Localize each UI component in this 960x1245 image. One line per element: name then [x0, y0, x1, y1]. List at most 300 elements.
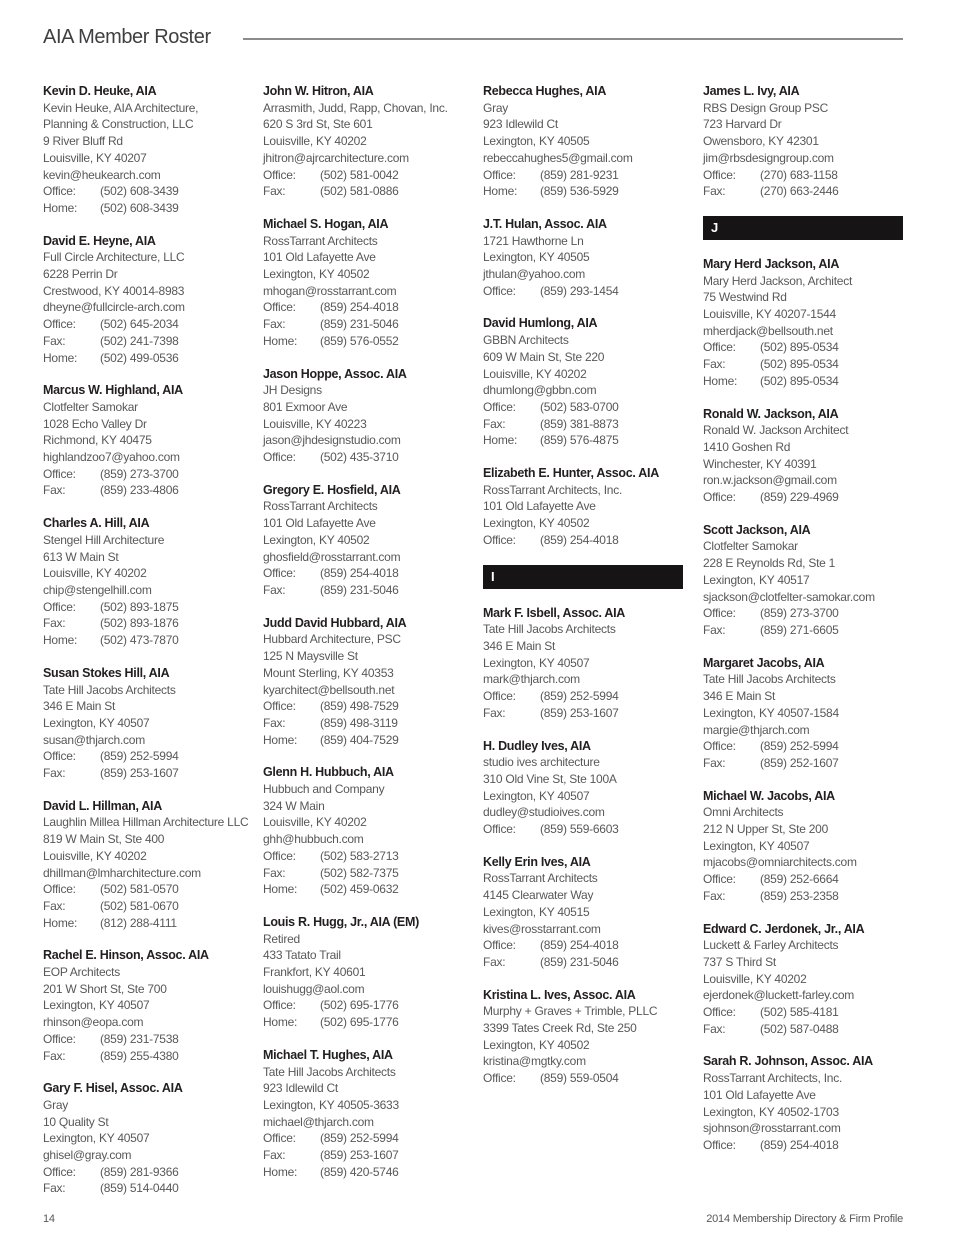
member-address-line: Louisville, KY 40202 — [43, 848, 147, 863]
member-address-line: 10 Quality St — [43, 1114, 109, 1129]
phone-row — [43, 482, 243, 499]
phone-row — [703, 871, 903, 888]
member-address-line: Lexington, KY 40507-1584 — [703, 705, 839, 720]
phone-row — [263, 698, 463, 715]
phone-label: Office: — [263, 450, 296, 465]
member-address-line: Louisville, KY 40202 — [263, 815, 367, 830]
phone-row — [263, 715, 463, 732]
phone-number: (859) 231-5046 — [540, 954, 619, 969]
member-name: Kelly Erin Ives, AIA — [483, 854, 591, 869]
member-name: John W. Hitron, AIA — [263, 84, 374, 98]
member-address-line: GBBN Architects — [483, 333, 569, 348]
phone-label: Fax: — [43, 766, 66, 781]
phone-number: (859) 254-4018 — [540, 938, 619, 953]
phone-row — [43, 183, 243, 200]
phone-label: Fax: — [43, 483, 66, 498]
phone-row — [703, 605, 903, 622]
member-address-line: EOP Architects — [43, 965, 120, 980]
phone-number: (502) 587-0488 — [760, 1021, 839, 1036]
phone-row — [43, 765, 243, 782]
member-address-line: Richmond, KY 40475 — [43, 433, 152, 448]
member-entry — [483, 83, 683, 200]
member-address-line: 101 Old Lafayette Ave — [263, 516, 376, 531]
phone-row — [703, 755, 903, 772]
member-email: ghisel@gray.com — [43, 1148, 132, 1163]
phone-row — [43, 632, 243, 649]
phone-label: Fax: — [263, 317, 286, 332]
phone-row — [263, 582, 463, 599]
member-address-line: Gray — [43, 1097, 69, 1112]
phone-label: Home: — [263, 1015, 298, 1030]
phone-row — [43, 599, 243, 616]
member-address-line: Louisville, KY 40202 — [43, 566, 147, 581]
member-email: mark@thjarch.com — [483, 672, 580, 687]
member-name: Ronald W. Jackson, AIA — [703, 406, 839, 421]
phone-number: (502) 499-0536 — [100, 350, 179, 365]
phone-label: Fax: — [703, 1021, 726, 1036]
member-address-line: Mount Sterling, KY 40353 — [263, 665, 394, 680]
phone-row — [43, 200, 243, 217]
phone-number: (859) 498-3119 — [320, 715, 398, 730]
member-address-line: 310 Old Vine St, Ste 100A — [483, 771, 617, 786]
phone-row — [483, 821, 683, 838]
phone-label: Fax: — [703, 622, 726, 637]
member-address-line: Louisville, KY 40202 — [263, 134, 367, 149]
member-address-line: Lexington, KY 40507 — [483, 655, 590, 670]
member-email: jason@jhdesignstudio.com — [263, 433, 401, 448]
member-email: dhumlong@gbbn.com — [483, 383, 597, 398]
phone-row — [483, 283, 683, 300]
phone-number: (859) 252-5994 — [100, 749, 179, 764]
phone-row — [263, 299, 463, 316]
member-email: susan@thjarch.com — [43, 732, 145, 747]
member-address-line: 1028 Echo Valley Dr — [43, 416, 147, 431]
phone-number: (859) 293-1454 — [540, 283, 619, 298]
phone-number: (502) 608-3439 — [100, 200, 179, 215]
phone-row — [263, 449, 463, 466]
member-name: Kristina L. Ives, Assoc. AIA — [483, 987, 636, 1002]
phone-row — [263, 1130, 463, 1147]
member-address-line: 3399 Tates Creek Rd, Ste 250 — [483, 1021, 637, 1036]
phone-label: Fax: — [43, 1181, 66, 1196]
phone-row — [483, 416, 683, 433]
phone-row — [483, 705, 683, 722]
phone-label: Home: — [43, 200, 78, 215]
member-address-line: Lexington, KY 40507 — [43, 998, 150, 1013]
phone-label: Office: — [483, 167, 516, 182]
member-name: Mary Herd Jackson, AIA — [703, 256, 840, 271]
member-address-line: 801 Exmoor Ave — [263, 399, 348, 414]
member-address-line: 212 N Upper St, Ste 200 — [703, 822, 828, 837]
member-name: Elizabeth E. Hunter, Assoc. AIA — [483, 466, 659, 481]
phone-label: Fax: — [483, 705, 506, 720]
member-address-line: 324 W Main — [263, 798, 325, 813]
phone-row — [43, 350, 243, 367]
page-footer — [43, 1213, 903, 1225]
member-email: chip@stengelhill.com — [43, 582, 152, 597]
phone-row — [483, 167, 683, 184]
phone-number: (270) 683-1158 — [760, 167, 838, 182]
phone-label: Fax: — [263, 184, 286, 199]
member-email: margie@thjarch.com — [703, 722, 810, 737]
phone-number: (502) 895-0534 — [760, 373, 839, 388]
member-name: Kevin D. Heuke, AIA — [43, 84, 157, 98]
member-address-line: 737 S Third St — [703, 954, 776, 969]
member-name: Marcus W. Highland, AIA — [43, 383, 183, 398]
phone-row — [483, 688, 683, 705]
member-entry — [483, 987, 683, 1087]
phone-number: (502) 581-0042 — [320, 167, 399, 182]
phone-label: Home: — [703, 373, 738, 388]
phone-label: Office: — [483, 399, 516, 414]
member-entry — [263, 914, 463, 1031]
phone-label: Fax: — [703, 357, 726, 372]
member-entry — [703, 83, 903, 200]
member-name: David E. Heyne, AIA — [43, 233, 156, 248]
phone-number: (859) 559-0504 — [540, 1071, 619, 1086]
phone-number: (502) 583-2713 — [320, 848, 399, 863]
member-address-line: studio ives architecture — [483, 755, 600, 770]
phone-row — [703, 489, 903, 506]
phone-label: Fax: — [263, 715, 286, 730]
member-name: Rebecca Hughes, AIA — [483, 84, 607, 98]
member-entry — [703, 256, 903, 390]
phone-label: Home: — [263, 333, 298, 348]
phone-label: Office: — [263, 1131, 296, 1146]
phone-row — [43, 1164, 243, 1181]
phone-row — [483, 954, 683, 971]
phone-row — [263, 1147, 463, 1164]
member-entry — [703, 921, 903, 1038]
phone-row — [43, 1048, 243, 1065]
member-address-line: 4145 Clearwater Way — [483, 888, 594, 903]
member-address-line: Ronald W. Jackson Architect — [703, 423, 849, 438]
phone-number: (502) 459-0632 — [320, 882, 399, 897]
member-address-line: Murphy + Graves + Trimble, PLLC — [483, 1004, 658, 1019]
member-address-line: 923 Idlewild Ct — [263, 1081, 338, 1096]
member-address-line: Luckett & Farley Architects — [703, 938, 839, 953]
member-email: kives@rosstarrant.com — [483, 921, 601, 936]
phone-number: (502) 241-7398 — [100, 333, 179, 348]
phone-label: Office: — [703, 606, 736, 621]
member-email: dhillman@lmharchitecture.com — [43, 865, 201, 880]
phone-number: (859) 273-3700 — [100, 466, 179, 481]
section-header-i: I — [483, 565, 683, 589]
phone-row — [483, 183, 683, 200]
phone-row — [263, 865, 463, 882]
member-address-line: 620 S 3rd St, Ste 601 — [263, 117, 373, 132]
member-email: ghosfield@rosstarrant.com — [263, 549, 401, 564]
member-address-line: 201 W Short St, Ste 700 — [43, 981, 167, 996]
member-address-line: Owensboro, KY 42301 — [703, 134, 819, 149]
member-name: Gary F. Hisel, Assoc. AIA — [43, 1081, 183, 1096]
member-address-line: Full Circle Architecture, LLC — [43, 250, 185, 265]
phone-number: (502) 695-1776 — [320, 998, 399, 1013]
member-name: Glenn H. Hubbuch, AIA — [263, 765, 394, 780]
phone-row — [263, 1164, 463, 1181]
phone-row — [703, 373, 903, 390]
phone-label: Office: — [703, 872, 736, 887]
member-address-line: Arrasmith, Judd, Rapp, Chovan, Inc. — [263, 100, 448, 115]
phone-label: Fax: — [703, 755, 726, 770]
phone-number: (502) 893-1875 — [100, 599, 179, 614]
member-email: jim@rbsdesigngroup.com — [703, 150, 834, 165]
page-title: AIA Member Roster — [43, 26, 211, 48]
member-entry — [43, 1080, 243, 1197]
member-address-line: Lexington, KY 40507 — [43, 715, 150, 730]
phone-number: (859) 576-4875 — [540, 433, 619, 448]
phone-row — [43, 915, 243, 932]
member-address-line: Tate Hill Jacobs Architects — [263, 1064, 396, 1079]
member-name: Michael W. Jacobs, AIA — [703, 788, 835, 803]
member-email: kevin@heukearch.com — [43, 167, 161, 182]
phone-label: Fax: — [703, 888, 726, 903]
phone-number: (859) 514-0440 — [100, 1181, 179, 1196]
phone-row — [43, 333, 243, 350]
member-address-line: Tate Hill Jacobs Architects — [43, 682, 176, 697]
phone-number: (859) 253-1607 — [540, 705, 619, 720]
phone-label: Office: — [483, 532, 516, 547]
member-email: jthulan@yahoo.com — [483, 267, 585, 282]
phone-label: Fax: — [43, 1048, 66, 1063]
member-address-line: RossTarrant Architects — [263, 499, 378, 514]
phone-label: Fax: — [43, 616, 66, 631]
phone-label: Fax: — [483, 416, 506, 431]
phone-number: (859) 231-5046 — [320, 317, 399, 332]
phone-label: Office: — [263, 566, 296, 581]
member-entry — [43, 665, 243, 782]
phone-label: Home: — [483, 184, 518, 199]
phone-number: (859) 231-7538 — [100, 1031, 179, 1046]
phone-label: Office: — [703, 1137, 736, 1152]
member-email: ghh@hubbuch.com — [263, 832, 364, 847]
header-rule — [243, 38, 903, 40]
member-email: michael@thjarch.com — [263, 1114, 374, 1129]
phone-row — [43, 1180, 243, 1197]
member-entry — [43, 382, 243, 499]
phone-number: (859) 253-1607 — [320, 1148, 399, 1163]
member-entry — [483, 738, 683, 838]
member-address-line: 346 E Main St — [703, 689, 776, 704]
phone-label: Fax: — [263, 1148, 286, 1163]
member-name: Gregory E. Hosfield, AIA — [263, 482, 401, 497]
member-address-line: 613 W Main St — [43, 549, 119, 564]
phone-row — [703, 1137, 903, 1154]
member-email: kyarchitect@bellsouth.net — [263, 682, 395, 697]
member-entry — [703, 788, 903, 905]
phone-number: (859) 536-5929 — [540, 184, 619, 199]
phone-row — [263, 997, 463, 1014]
phone-label: Office: — [43, 466, 76, 481]
footer-publication-title: 2014 Membership Directory & Firm Profile — [706, 1213, 903, 1225]
member-email: rebeccahughes5@gmail.com — [483, 150, 633, 165]
member-email: mhogan@rosstarrant.com — [263, 283, 397, 298]
phone-number: (502) 581-0670 — [100, 898, 179, 913]
phone-number: (859) 253-1607 — [100, 766, 179, 781]
phone-number: (502) 473-7870 — [100, 633, 179, 648]
member-address-line: 723 Harvard Dr — [703, 117, 782, 132]
phone-number: (502) 581-0886 — [320, 184, 399, 199]
phone-number: (859) 420-5746 — [320, 1164, 399, 1179]
member-address-line: Frankfort, KY 40601 — [263, 965, 366, 980]
member-address-line: Lexington, KY 40505 — [483, 250, 590, 265]
phone-row — [483, 432, 683, 449]
member-address-line: Retired — [263, 931, 300, 946]
member-name: Scott Jackson, AIA — [703, 522, 811, 537]
member-name: Michael S. Hogan, AIA — [263, 216, 389, 231]
member-entry — [263, 216, 463, 350]
member-name: H. Dudley Ives, AIA — [483, 738, 591, 753]
member-name: Michael T. Hughes, AIA — [263, 1047, 393, 1062]
member-address-line: Stengel Hill Architecture — [43, 532, 165, 547]
phone-row — [703, 888, 903, 905]
member-entry — [263, 482, 463, 599]
phone-row — [703, 183, 903, 200]
phone-label: Home: — [43, 633, 78, 648]
member-name: J.T. Hulan, Assoc. AIA — [483, 216, 607, 231]
phone-label: Home: — [263, 732, 298, 747]
member-address-line: RossTarrant Architects — [263, 233, 378, 248]
phone-number: (502) 695-1776 — [320, 1015, 399, 1030]
phone-label: Home: — [43, 350, 78, 365]
phone-label: Office: — [263, 699, 296, 714]
member-address-line: Laughlin Millea Hillman Architecture LLC — [43, 815, 249, 830]
member-address-line: Louisville, KY 40223 — [263, 416, 367, 431]
phone-row — [703, 339, 903, 356]
member-name: Jason Hoppe, Assoc. AIA — [263, 366, 407, 381]
phone-label: Office: — [43, 1164, 76, 1179]
member-address-line: 433 Tatato Trail — [263, 948, 341, 963]
member-name: Susan Stokes Hill, AIA — [43, 665, 170, 680]
phone-row — [263, 1014, 463, 1031]
phone-number: (859) 576-0552 — [320, 333, 399, 348]
phone-number: (502) 582-7375 — [320, 865, 399, 880]
phone-label: Office: — [703, 167, 736, 182]
member-address-line: Kevin Heuke, AIA Architecture, — [43, 100, 199, 115]
member-address-line: Clotfelter Samokar — [703, 539, 798, 554]
member-address-line: 75 Westwind Rd — [703, 290, 787, 305]
phone-row — [483, 1070, 683, 1087]
phone-number: (502) 608-3439 — [100, 184, 179, 199]
phone-row — [43, 898, 243, 915]
roster-column-2 — [263, 83, 463, 1196]
phone-row — [43, 615, 243, 632]
member-entry — [263, 83, 463, 200]
phone-row — [263, 848, 463, 865]
member-name: Louis R. Hugg, Jr., AIA (EM) — [263, 914, 419, 929]
member-address-line: Lexington, KY 40515 — [483, 904, 590, 919]
phone-label: Office: — [43, 882, 76, 897]
phone-label: Home: — [263, 882, 298, 897]
phone-number: (502) 581-0570 — [100, 882, 179, 897]
phone-number: (859) 254-4018 — [760, 1137, 839, 1152]
member-address-line: Planning & Construction, LLC — [43, 117, 194, 132]
page-header — [43, 26, 903, 49]
member-name: James L. Ivy, AIA — [703, 84, 800, 98]
member-name: Sarah R. Johnson, Assoc. AIA — [703, 1054, 873, 1069]
phone-label: Office: — [483, 1071, 516, 1086]
member-address-line: Lexington, KY 40507 — [43, 1131, 150, 1146]
member-address-line: 819 W Main St, Ste 400 — [43, 832, 165, 847]
member-entry — [703, 406, 903, 506]
phone-row — [43, 466, 243, 483]
member-address-line: 101 Old Lafayette Ave — [263, 250, 376, 265]
member-email: louishugg@aol.com — [263, 981, 365, 996]
member-address-line: Tate Hill Jacobs Architects — [483, 622, 616, 637]
member-name: Charles A. Hill, AIA — [43, 516, 150, 531]
phone-label: Office: — [483, 938, 516, 953]
member-address-line: 9 River Bluff Rd — [43, 134, 123, 149]
phone-label: Home: — [263, 1164, 298, 1179]
member-entry — [43, 515, 243, 649]
phone-row — [703, 1021, 903, 1038]
member-name: Judd David Hubbard, AIA — [263, 615, 407, 630]
member-address-line: Lexington, KY 40507 — [483, 788, 590, 803]
member-name: David L. Hillman, AIA — [43, 798, 162, 813]
member-address-line: Winchester, KY 40391 — [703, 456, 817, 471]
phone-number: (502) 895-0534 — [760, 357, 839, 372]
phone-label: Fax: — [43, 898, 66, 913]
phone-number: (859) 273-3700 — [760, 606, 839, 621]
phone-row — [263, 316, 463, 333]
member-entry — [703, 655, 903, 772]
phone-number: (859) 233-4806 — [100, 483, 179, 498]
phone-label: Home: — [483, 433, 518, 448]
phone-label: Office: — [43, 184, 76, 199]
phone-row — [263, 167, 463, 184]
member-entry — [703, 1053, 903, 1153]
member-entry — [263, 1047, 463, 1181]
member-address-line: Louisville, KY 40207-1544 — [703, 307, 836, 322]
phone-number: (859) 281-9366 — [100, 1164, 179, 1179]
member-address-line: 346 E Main St — [43, 699, 116, 714]
roster-columns — [43, 83, 903, 1213]
member-address-line: RBS Design Group PSC — [703, 100, 829, 115]
phone-label: Office: — [263, 848, 296, 863]
phone-number: (859) 252-6664 — [760, 872, 839, 887]
phone-row — [703, 356, 903, 373]
member-email: sjohnson@rosstarrant.com — [703, 1121, 841, 1136]
member-name: Edward C. Jerdonek, Jr., AIA — [703, 921, 865, 936]
phone-number: (270) 663-2446 — [760, 184, 839, 199]
member-address-line: Mary Herd Jackson, Architect — [703, 273, 853, 288]
member-entry — [43, 233, 243, 367]
member-address-line: 228 E Reynolds Rd, Ste 1 — [703, 556, 836, 571]
phone-number: (859) 255-4380 — [100, 1048, 179, 1063]
phone-label: Office: — [43, 1031, 76, 1046]
member-email: sjackson@clotfelter-samokar.com — [703, 589, 875, 604]
phone-row — [43, 1031, 243, 1048]
phone-number: (502) 583-0700 — [540, 399, 619, 414]
phone-label: Home: — [43, 915, 78, 930]
phone-label: Office: — [703, 739, 736, 754]
member-address-line: 923 Idlewild Ct — [483, 117, 558, 132]
member-entry — [263, 764, 463, 898]
roster-column-4 — [703, 83, 903, 1170]
phone-row — [483, 399, 683, 416]
page-number: 14 — [43, 1213, 55, 1225]
member-address-line: Louisville, KY 40207 — [43, 150, 147, 165]
member-address-line: Hubbard Architecture, PSC — [263, 632, 401, 647]
member-address-line: Lexington, KY 40502-1703 — [703, 1104, 839, 1119]
phone-row — [263, 881, 463, 898]
member-address-line: Lexington, KY 40505 — [483, 134, 590, 149]
phone-number: (859) 252-5994 — [540, 689, 619, 704]
member-address-line: Lexington, KY 40517 — [703, 572, 810, 587]
member-email: dheyne@fullcircle-arch.com — [43, 300, 185, 315]
phone-number: (859) 404-7529 — [320, 732, 399, 747]
phone-label: Office: — [43, 599, 76, 614]
